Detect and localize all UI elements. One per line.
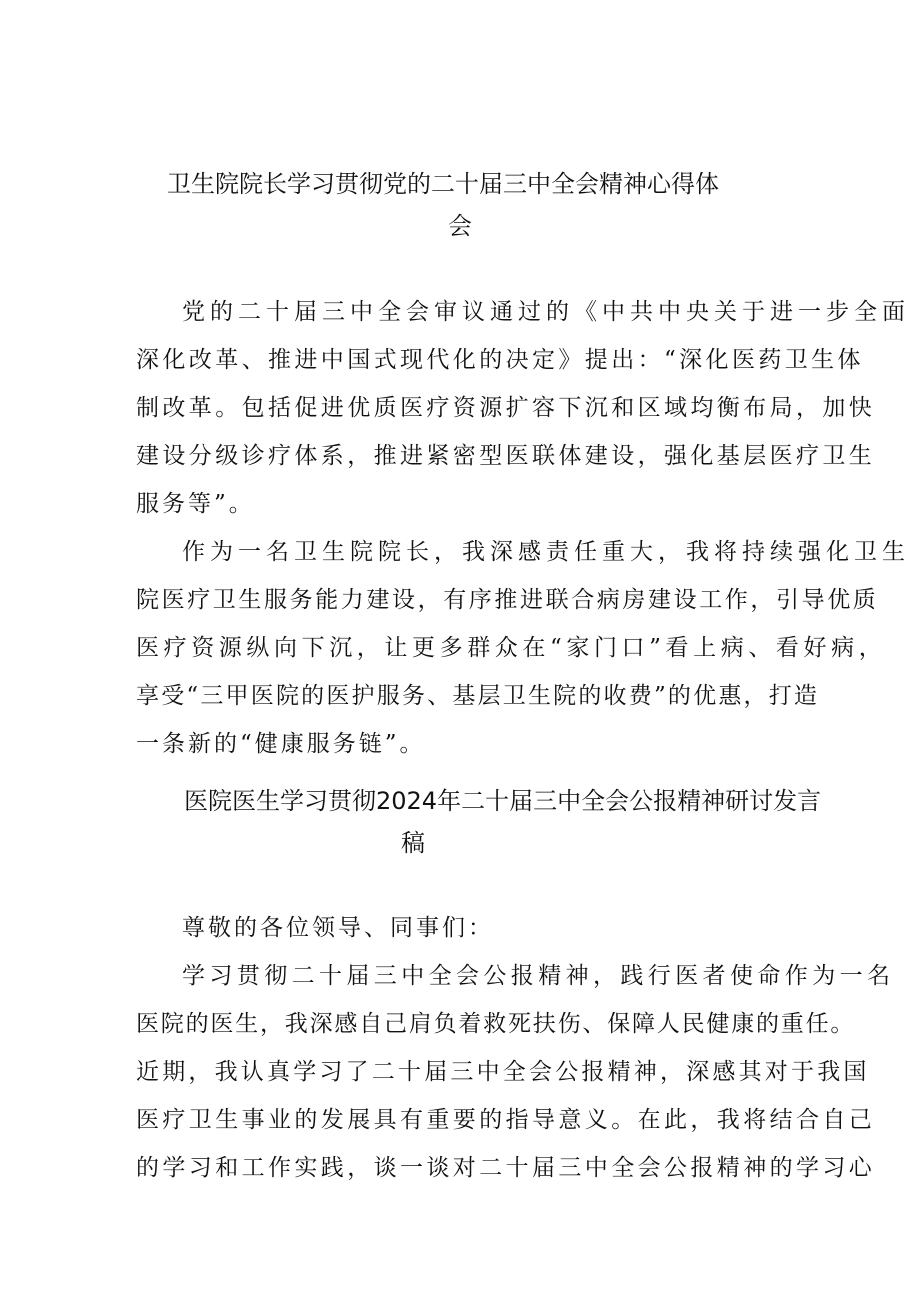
title-2-line-1: 医院医生学习贯彻2024年二十届三中全会公报精神研讨发言 xyxy=(184,787,822,815)
para-3-line-4: 医疗卫生事业的发展具有重要的指导意义。在此，我将结合自己 xyxy=(136,1107,876,1133)
title-2-line-2: 稿 xyxy=(401,829,425,857)
para-1-line-5: 服务等”。 xyxy=(136,491,255,517)
para-3-line-3: 近期，我认真学习了二十届三中全会公报精神，深感其对于我国 xyxy=(136,1059,870,1085)
salutation: 尊敬的各位领导、同事们： xyxy=(182,915,494,941)
title-1-line-1: 卫生院院长学习贯彻党的二十届三中全会精神心得体 xyxy=(167,170,719,198)
para-2-line-4: 享受“三甲医院的医护服务、基层卫生院的收费”的优惠，打造 xyxy=(136,683,820,709)
para-3-line-1: 学习贯彻二十届三中全会公报精神，践行医者使命作为一名 xyxy=(182,963,895,989)
para-2-line-1: 作为一名卫生院院长，我深感责任重大，我将持续强化卫生 xyxy=(182,539,910,565)
para-1-line-1: 党的二十届三中全会审议通过的《中共中央关于进一步全面 xyxy=(182,299,910,325)
para-2-line-2: 院医疗卫生服务能力建设，有序推进联合病房建设工作，引导优质 xyxy=(136,587,879,613)
para-2-line-5: 一条新的“健康服务链”。 xyxy=(136,731,426,757)
para-2-line-3: 医疗资源纵向下沉，让更多群众在“家门口”看上病、看好病， xyxy=(136,635,887,661)
para-1-line-2: 深化改革、推进中国式现代化的决定》提出：“深化医药卫生体 xyxy=(136,347,864,373)
title-1-line-2: 会 xyxy=(448,212,472,240)
para-3-line-2: 医院的医生，我深感自己肩负着救死扶伤、保障人民健康的重任。 xyxy=(136,1011,856,1037)
para-1-line-3: 制改革。包括促进优质医疗资源扩容下沉和区域均衡布局，加快 xyxy=(136,395,876,421)
para-1-line-4: 建设分级诊疗体系，推进紧密型医联体建设，强化基层医疗卫生 xyxy=(136,443,876,469)
para-3-line-5: 的学习和工作实践，谈一谈对二十届三中全会公报精神的学习心 xyxy=(136,1155,876,1181)
